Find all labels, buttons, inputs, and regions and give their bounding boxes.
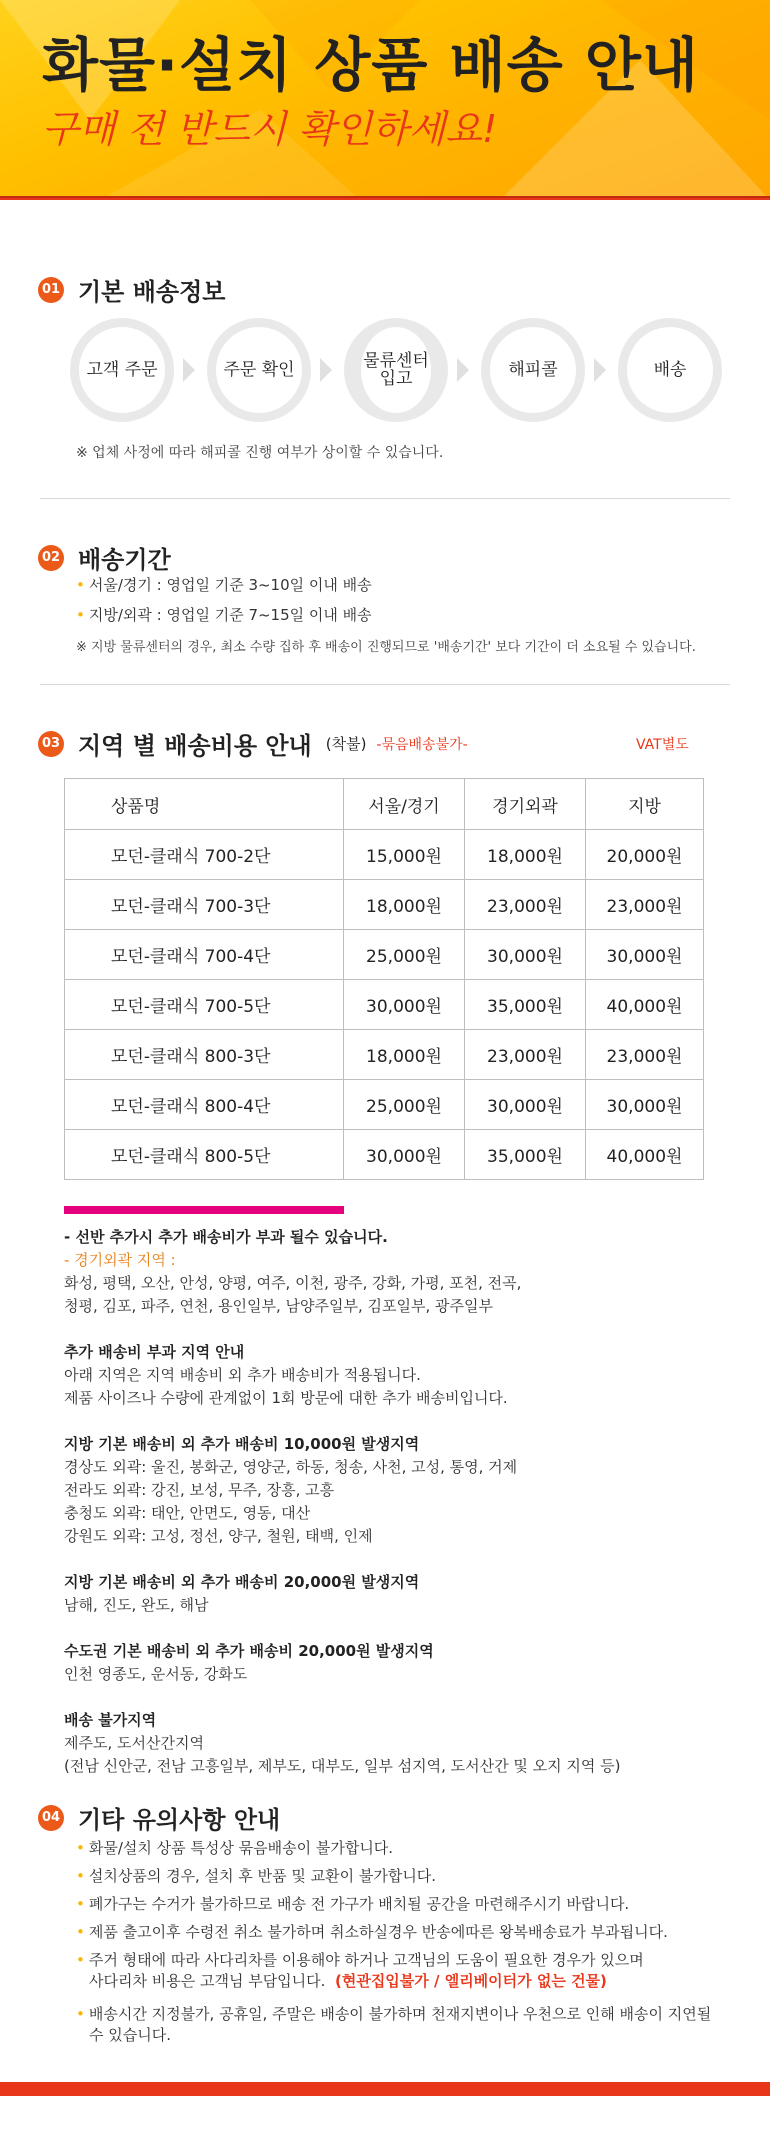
table-cell: 18,000원 bbox=[344, 1030, 465, 1080]
table-cell: 15,000원 bbox=[344, 830, 465, 880]
table-cell: 모던-클래식 800-4단 bbox=[65, 1080, 344, 1130]
table-row bbox=[65, 930, 704, 980]
extra-20000-heading: 지방 기본 배송비 외 추가 배송비 20,000원 발생지역 bbox=[64, 1573, 420, 1591]
notice-item: • 화물/설치 상품 특성상 묶음배송이 불가합니다. bbox=[76, 1839, 394, 1857]
table-cell: 모던-클래식 700-2단 bbox=[65, 830, 344, 880]
column-header: 서울/경기 bbox=[344, 779, 465, 830]
table-cell: 25,000원 bbox=[344, 930, 465, 980]
outer-gyeonggi-areas: 화성, 평택, 오산, 안성, 양평, 여주, 이천, 광주, 강화, 가평, 포천, 전곡, 청평, 김포, 파주, 연천, 용인일부, 남양주일부, 김포일부, 광주일부 bbox=[64, 1274, 522, 1315]
section-divider bbox=[40, 498, 730, 499]
table-cell: 23,000원 bbox=[586, 1030, 704, 1080]
section-heading: 기타 유의사항 안내 bbox=[78, 1806, 281, 1834]
delivery-period-item: • 지방/외곽 : 영업일 기준 7~15일 이내 배송 bbox=[76, 604, 372, 625]
table-cell: 40,000원 bbox=[586, 1130, 704, 1180]
shelf-notice: - 선반 추가시 추가 배송비가 부과 될수 있습니다. bbox=[64, 1228, 388, 1246]
arrow-right-icon bbox=[320, 358, 332, 382]
column-header: 상품명 bbox=[65, 779, 344, 830]
section-divider bbox=[40, 684, 730, 685]
table-cell: 23,000원 bbox=[586, 880, 704, 930]
table-row bbox=[65, 980, 704, 1030]
table-cell: 모던-클래식 700-3단 bbox=[65, 880, 344, 930]
page-title: 화물·설치 상품 배송 안내 bbox=[42, 31, 699, 99]
flow-step bbox=[481, 318, 585, 422]
no-bundle-tag: -묶음배송불가- bbox=[376, 736, 468, 753]
section-1-title bbox=[38, 272, 225, 307]
table-row bbox=[65, 1030, 704, 1080]
table-cell: 모던-클래식 700-5단 bbox=[65, 980, 344, 1030]
column-header: 지방 bbox=[586, 779, 704, 830]
table-cell: 30,000원 bbox=[465, 1080, 586, 1130]
delivery-flow bbox=[70, 318, 730, 418]
cod-tag: (착불) bbox=[325, 735, 367, 753]
table-row bbox=[65, 1080, 704, 1130]
section-number-badge: 01 bbox=[38, 277, 64, 303]
table-cell: 18,000원 bbox=[465, 830, 586, 880]
section-2-title bbox=[38, 540, 171, 575]
footer-divider bbox=[0, 2082, 770, 2096]
table-cell: 25,000원 bbox=[344, 1080, 465, 1130]
table-cell: 23,000원 bbox=[465, 880, 586, 930]
delivery-period-item: • 서울/경기 : 영업일 기준 3~10일 이내 배송 bbox=[76, 574, 372, 595]
table-cell: 20,000원 bbox=[586, 830, 704, 880]
table-cell: 30,000원 bbox=[344, 980, 465, 1030]
metro-extra-heading: 수도권 기본 배송비 외 추가 배송비 20,000원 발생지역 bbox=[64, 1642, 434, 1660]
section-2-note: ※ 지방 물류센터의 경우, 최소 수량 집하 후 배송이 진행되므로 '배송기간' 보다 기간이 더 소요될 수 있습니다. bbox=[76, 640, 696, 655]
extra-10000-heading: 지방 기본 배송비 외 추가 배송비 10,000원 발생지역 bbox=[64, 1435, 420, 1453]
table-cell: 23,000원 bbox=[465, 1030, 586, 1080]
section-1-note: ※ 업체 사정에 따라 해피콜 진행 여부가 상이할 수 있습니다. bbox=[76, 445, 444, 461]
ladder-warning: (현관집입불가 / 엘리베이터가 없는 건물) bbox=[334, 1972, 607, 1990]
flow-step bbox=[344, 318, 448, 422]
section-number-badge: 03 bbox=[38, 731, 64, 757]
section-heading: 지역 별 배송비용 안내 bbox=[78, 732, 312, 760]
flow-step bbox=[618, 318, 722, 422]
page-subtitle: 구매 전 반드시 확인하세요! bbox=[42, 107, 498, 151]
table-cell: 40,000원 bbox=[586, 980, 704, 1030]
table-cell: 모던-클래식 700-4단 bbox=[65, 930, 344, 980]
table-row bbox=[65, 830, 704, 880]
highlight-bar bbox=[64, 1206, 344, 1214]
extra-10000-areas: 경상도 외곽: 울진, 봉화군, 영양군, 하동, 청송, 사천, 고성, 통영, 거제 전라도 외곽: 강진, 보성, 무주, 장흥, 고흥 충청도 외곽: 태안, 안면도, 영동, 대산 강원도 외곽: 고성, 정선, 양구, 철원, 태백, 인제 bbox=[64, 1458, 518, 1545]
extra-20000-areas: 남해, 진도, 완도, 해남 bbox=[64, 1596, 209, 1614]
table-cell: 모던-클래식 800-3단 bbox=[65, 1030, 344, 1080]
table-cell: 30,000원 bbox=[586, 930, 704, 980]
notice-item-ladder: • 주거 형태에 따라 사다리차를 이용해야 하거나 고객님의 도움이 필요한 경우가 있으며 사다리차 비용은 고객님 부담입니다. (현관집입불가 / 엘리베이터가 없는 건물) bbox=[76, 1951, 644, 1990]
shipping-fee-table bbox=[64, 778, 704, 1180]
section-number-badge: 02 bbox=[38, 545, 64, 571]
extra-fee-heading: 추가 배송비 부과 지역 안내 bbox=[64, 1343, 245, 1361]
table-row bbox=[65, 880, 704, 930]
arrow-right-icon bbox=[457, 358, 469, 382]
table-cell: 35,000원 bbox=[465, 1130, 586, 1180]
flow-step-label: 물류센터 입고 bbox=[361, 327, 431, 413]
flow-step-label: 주문 확인 bbox=[216, 327, 302, 413]
flow-step bbox=[207, 318, 311, 422]
notice-item: • 제품 출고이후 수령전 취소 불가하며 취소하실경우 반송에따른 왕복배송료가 부과됩니다. bbox=[76, 1923, 668, 1941]
column-header: 경기외곽 bbox=[465, 779, 586, 830]
arrow-right-icon bbox=[183, 358, 195, 382]
table-row bbox=[65, 1130, 704, 1180]
no-delivery-areas: 제주도, 도서산간지역 (전남 신안군, 전남 고흥일부, 제부도, 대부도, 일부 섬지역, 도서산간 및 오지 지역 등) bbox=[64, 1734, 621, 1775]
notice-item: • 폐가구는 수거가 불가하므로 배송 전 가구가 배치될 공간을 마련해주시기 바랍니다. bbox=[76, 1895, 630, 1913]
notice-item-schedule: • 배송시간 지정불가, 공휴일, 주말은 배송이 불가하며 천재지변이나 우천으로 인해 배송이 지연될 수 있습니다. bbox=[76, 2005, 712, 2044]
outer-gyeonggi-label: - 경기외곽 지역 : bbox=[64, 1251, 176, 1269]
table-cell: 모던-클래식 800-5단 bbox=[65, 1130, 344, 1180]
flow-step-label: 해피콜 bbox=[490, 327, 576, 413]
table-cell: 30,000원 bbox=[465, 930, 586, 980]
flow-step-label: 고객 주문 bbox=[79, 327, 165, 413]
table-cell: 30,000원 bbox=[344, 1130, 465, 1180]
no-delivery-heading: 배송 불가지역 bbox=[64, 1711, 157, 1729]
header-divider bbox=[0, 196, 770, 200]
header-banner bbox=[0, 0, 770, 200]
section-number-badge: 04 bbox=[38, 1805, 64, 1831]
metro-extra-areas: 인천 영종도, 운서동, 강화도 bbox=[64, 1665, 248, 1683]
flow-step bbox=[70, 318, 174, 422]
notice-item: • 설치상품의 경우, 설치 후 반품 및 교환이 불가합니다. bbox=[76, 1867, 437, 1885]
section-4-title bbox=[38, 1800, 280, 1835]
vat-note: VAT별도 bbox=[636, 737, 689, 753]
table-cell: 35,000원 bbox=[465, 980, 586, 1030]
extra-fee-text: 아래 지역은 지역 배송비 외 추가 배송비가 적용됩니다. 제품 사이즈나 수량에 관계없이 1회 방문에 대한 추가 배송비입니다. bbox=[64, 1366, 508, 1407]
section-3-title bbox=[38, 726, 468, 761]
flow-step-label: 배송 bbox=[627, 327, 713, 413]
table-cell: 30,000원 bbox=[586, 1080, 704, 1130]
section-heading: 배송기간 bbox=[78, 546, 171, 574]
section-heading: 기본 배송정보 bbox=[78, 278, 226, 306]
arrow-right-icon bbox=[594, 358, 606, 382]
additional-fee-info bbox=[64, 1226, 724, 1778]
table-header-row bbox=[65, 779, 704, 830]
table-cell: 18,000원 bbox=[344, 880, 465, 930]
